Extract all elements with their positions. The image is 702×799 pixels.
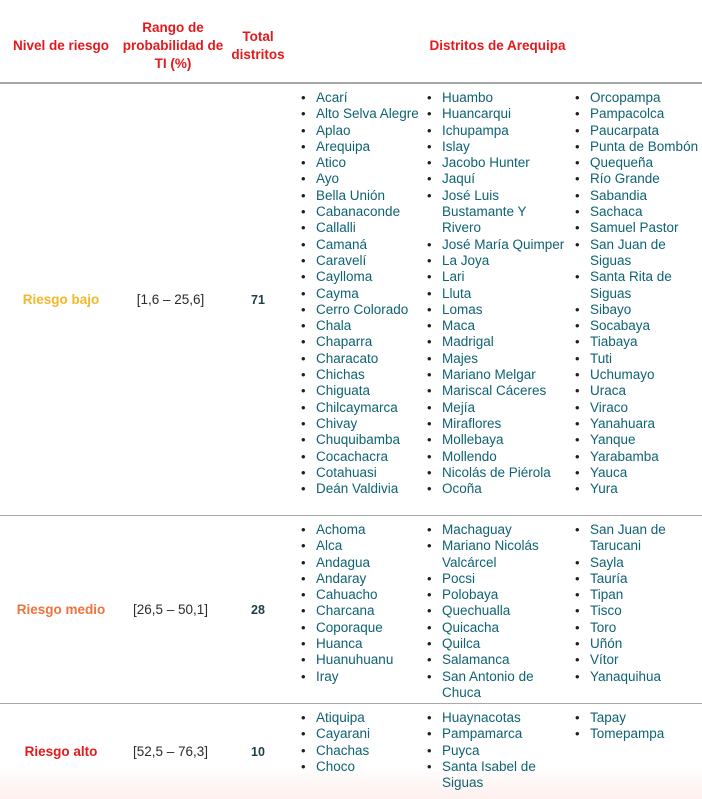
district-item: • Salamanca <box>427 652 567 668</box>
district-item: • Majes <box>427 351 567 367</box>
district-item: • Orcopampa <box>575 90 700 106</box>
district-item: • Miraflores <box>427 416 567 432</box>
header-risk-level: Nivel de riesgo <box>12 38 110 53</box>
district-item: • Tauría <box>575 571 700 587</box>
district-item: • San Juan de Siguas <box>575 237 700 270</box>
district-item: • Sibayo <box>575 302 700 318</box>
total-districts: 28 <box>251 602 265 617</box>
district-item: • Paucarpata <box>575 123 700 139</box>
district-item: • Chala <box>301 318 426 334</box>
risk-level-label: Riesgo alto <box>24 744 98 759</box>
district-item: • Nicolás de Piérola <box>427 465 567 481</box>
district-list <box>427 522 567 701</box>
district-item: • Tiabaya <box>575 334 700 350</box>
district-item: • Sachaca <box>575 204 700 220</box>
probability-range: [1,6 – 25,6] <box>136 292 205 307</box>
district-item: • Yauca <box>575 465 700 481</box>
district-item: • Yanque <box>575 432 700 448</box>
district-item: • Atiquipa <box>301 710 426 726</box>
probability-range: [52,5 – 76,3] <box>132 744 209 759</box>
district-item: • Yarabamba <box>575 449 700 465</box>
total-districts: 10 <box>251 744 265 759</box>
district-list <box>301 522 426 685</box>
district-item: • Callalli <box>301 220 426 236</box>
district-item: • Choco <box>301 759 426 775</box>
district-item: • Huambo <box>427 90 567 106</box>
district-item: • Tomepampa <box>575 726 700 742</box>
district-item: • Jaquí <box>427 171 567 187</box>
district-item: • Sabandia <box>575 188 700 204</box>
district-item: • Cayma <box>301 286 426 302</box>
district-item: • Alca <box>301 538 426 554</box>
district-item: • Deán Valdivia <box>301 481 426 497</box>
district-item: • Mejía <box>427 400 567 416</box>
district-item: • Río Grande <box>575 171 700 187</box>
district-item: • Alto Selva Alegre <box>301 106 426 122</box>
district-item: • Maca <box>427 318 567 334</box>
district-item: • Caravelí <box>301 253 426 269</box>
district-item: • Mariscal Cáceres <box>427 383 567 399</box>
district-item: • San Juan de Tarucani <box>575 522 700 555</box>
district-item: • Quequeña <box>575 155 700 171</box>
district-list <box>427 710 567 791</box>
district-list <box>301 710 426 775</box>
district-item: • Lomas <box>427 302 567 318</box>
district-item: • Chiguata <box>301 383 426 399</box>
district-item: • Jacobo Hunter <box>427 155 567 171</box>
district-item: • Huaynacotas <box>427 710 567 726</box>
district-item: • Chilcaymarca <box>301 400 426 416</box>
district-item: • Puyca <box>427 743 567 759</box>
district-item: • Huanca <box>301 636 426 652</box>
district-item: • Lluta <box>427 286 567 302</box>
district-item: • Ichupampa <box>427 123 567 139</box>
district-list <box>301 90 426 497</box>
district-item: • Chuquibamba <box>301 432 426 448</box>
district-item: • Quechualla <box>427 603 567 619</box>
header-districts: Distritos de Arequipa <box>429 38 566 53</box>
district-item: • Toro <box>575 620 700 636</box>
district-item: • Huancarqui <box>427 106 567 122</box>
district-item: • Chichas <box>301 367 426 383</box>
header-probability-range: Rango de probabilidad de TI (%) <box>122 20 224 71</box>
district-item: • José María Quimper <box>427 237 567 253</box>
district-item: • Characato <box>301 351 426 367</box>
district-item: • Tisco <box>575 603 700 619</box>
district-item: • Yanahuara <box>575 416 700 432</box>
district-item: • San Antonio de Chuca <box>427 669 567 702</box>
district-item: • José Luis Bustamante Y Rivero <box>427 188 567 237</box>
district-item: • Arequipa <box>301 139 426 155</box>
district-item: • Lari <box>427 269 567 285</box>
district-item: • Mariano Nicolás Valcárcel <box>427 538 567 571</box>
district-item: • Cahuacho <box>301 587 426 603</box>
district-item: • Tipan <box>575 587 700 603</box>
district-item: • Viraco <box>575 400 700 416</box>
district-item: • Cocachacra <box>301 449 426 465</box>
district-item: • Punta de Bombón <box>575 139 700 155</box>
district-item: • Coporaque <box>301 620 426 636</box>
district-item: • Socabaya <box>575 318 700 334</box>
district-item: • Cayarani <box>301 726 426 742</box>
district-item: • Huanuhuanu <box>301 652 426 668</box>
district-item: • Machaguay <box>427 522 567 538</box>
district-item: • Chivay <box>301 416 426 432</box>
risk-level-label: Riesgo bajo <box>22 292 100 307</box>
district-item: • Santa Isabel de Siguas <box>427 759 567 792</box>
district-item: • Andagua <box>301 555 426 571</box>
district-item: • Ocoña <box>427 481 567 497</box>
district-item: • Islay <box>427 139 567 155</box>
district-item: • Uchumayo <box>575 367 700 383</box>
district-item: • Tapay <box>575 710 700 726</box>
district-item: • Sayla <box>575 555 700 571</box>
district-item: • Yura <box>575 481 700 497</box>
district-item: • Andaray <box>301 571 426 587</box>
district-list <box>575 90 700 497</box>
district-item: • Ayo <box>301 171 426 187</box>
district-item: • Camaná <box>301 237 426 253</box>
district-item: • Atico <box>301 155 426 171</box>
district-item: • Cotahuasi <box>301 465 426 481</box>
district-item: • Pocsi <box>427 571 567 587</box>
district-item: • La Joya <box>427 253 567 269</box>
risk-level-label: Riesgo medio <box>16 602 106 617</box>
district-item: • Chachas <box>301 743 426 759</box>
district-item: • Acarí <box>301 90 426 106</box>
district-item: • Iray <box>301 669 426 685</box>
district-item: • Quilca <box>427 636 567 652</box>
district-item: • Cabanaconde <box>301 204 426 220</box>
district-item: • Charcana <box>301 603 426 619</box>
district-item: • Mollendo <box>427 449 567 465</box>
district-item: • Pampamarca <box>427 726 567 742</box>
district-item: • Samuel Pastor <box>575 220 700 236</box>
district-item: • Uraca <box>575 383 700 399</box>
district-item: • Pampacolca <box>575 106 700 122</box>
district-item: • Santa Rita de Siguas <box>575 269 700 302</box>
header-total-districts: Total distritos <box>231 29 285 62</box>
district-item: • Vítor <box>575 652 700 668</box>
district-list <box>575 710 700 743</box>
district-item: • Quicacha <box>427 620 567 636</box>
district-item: • Yanaquihua <box>575 669 700 685</box>
district-list <box>575 522 700 685</box>
district-item: • Chaparra <box>301 334 426 350</box>
probability-range: [26,5 – 50,1] <box>132 602 209 617</box>
district-item: • Aplao <box>301 123 426 139</box>
district-list <box>427 90 567 497</box>
district-item: • Polobaya <box>427 587 567 603</box>
district-item: • Achoma <box>301 522 426 538</box>
district-item: • Madrigal <box>427 334 567 350</box>
district-item: • Uñón <box>575 636 700 652</box>
district-item: • Mariano Melgar <box>427 367 567 383</box>
district-item: • Cerro Colorado <box>301 302 426 318</box>
district-item: • Caylloma <box>301 269 426 285</box>
total-districts: 71 <box>251 292 265 307</box>
district-item: • Tuti <box>575 351 700 367</box>
district-item: • Mollebaya <box>427 432 567 448</box>
district-item: • Bella Unión <box>301 188 426 204</box>
